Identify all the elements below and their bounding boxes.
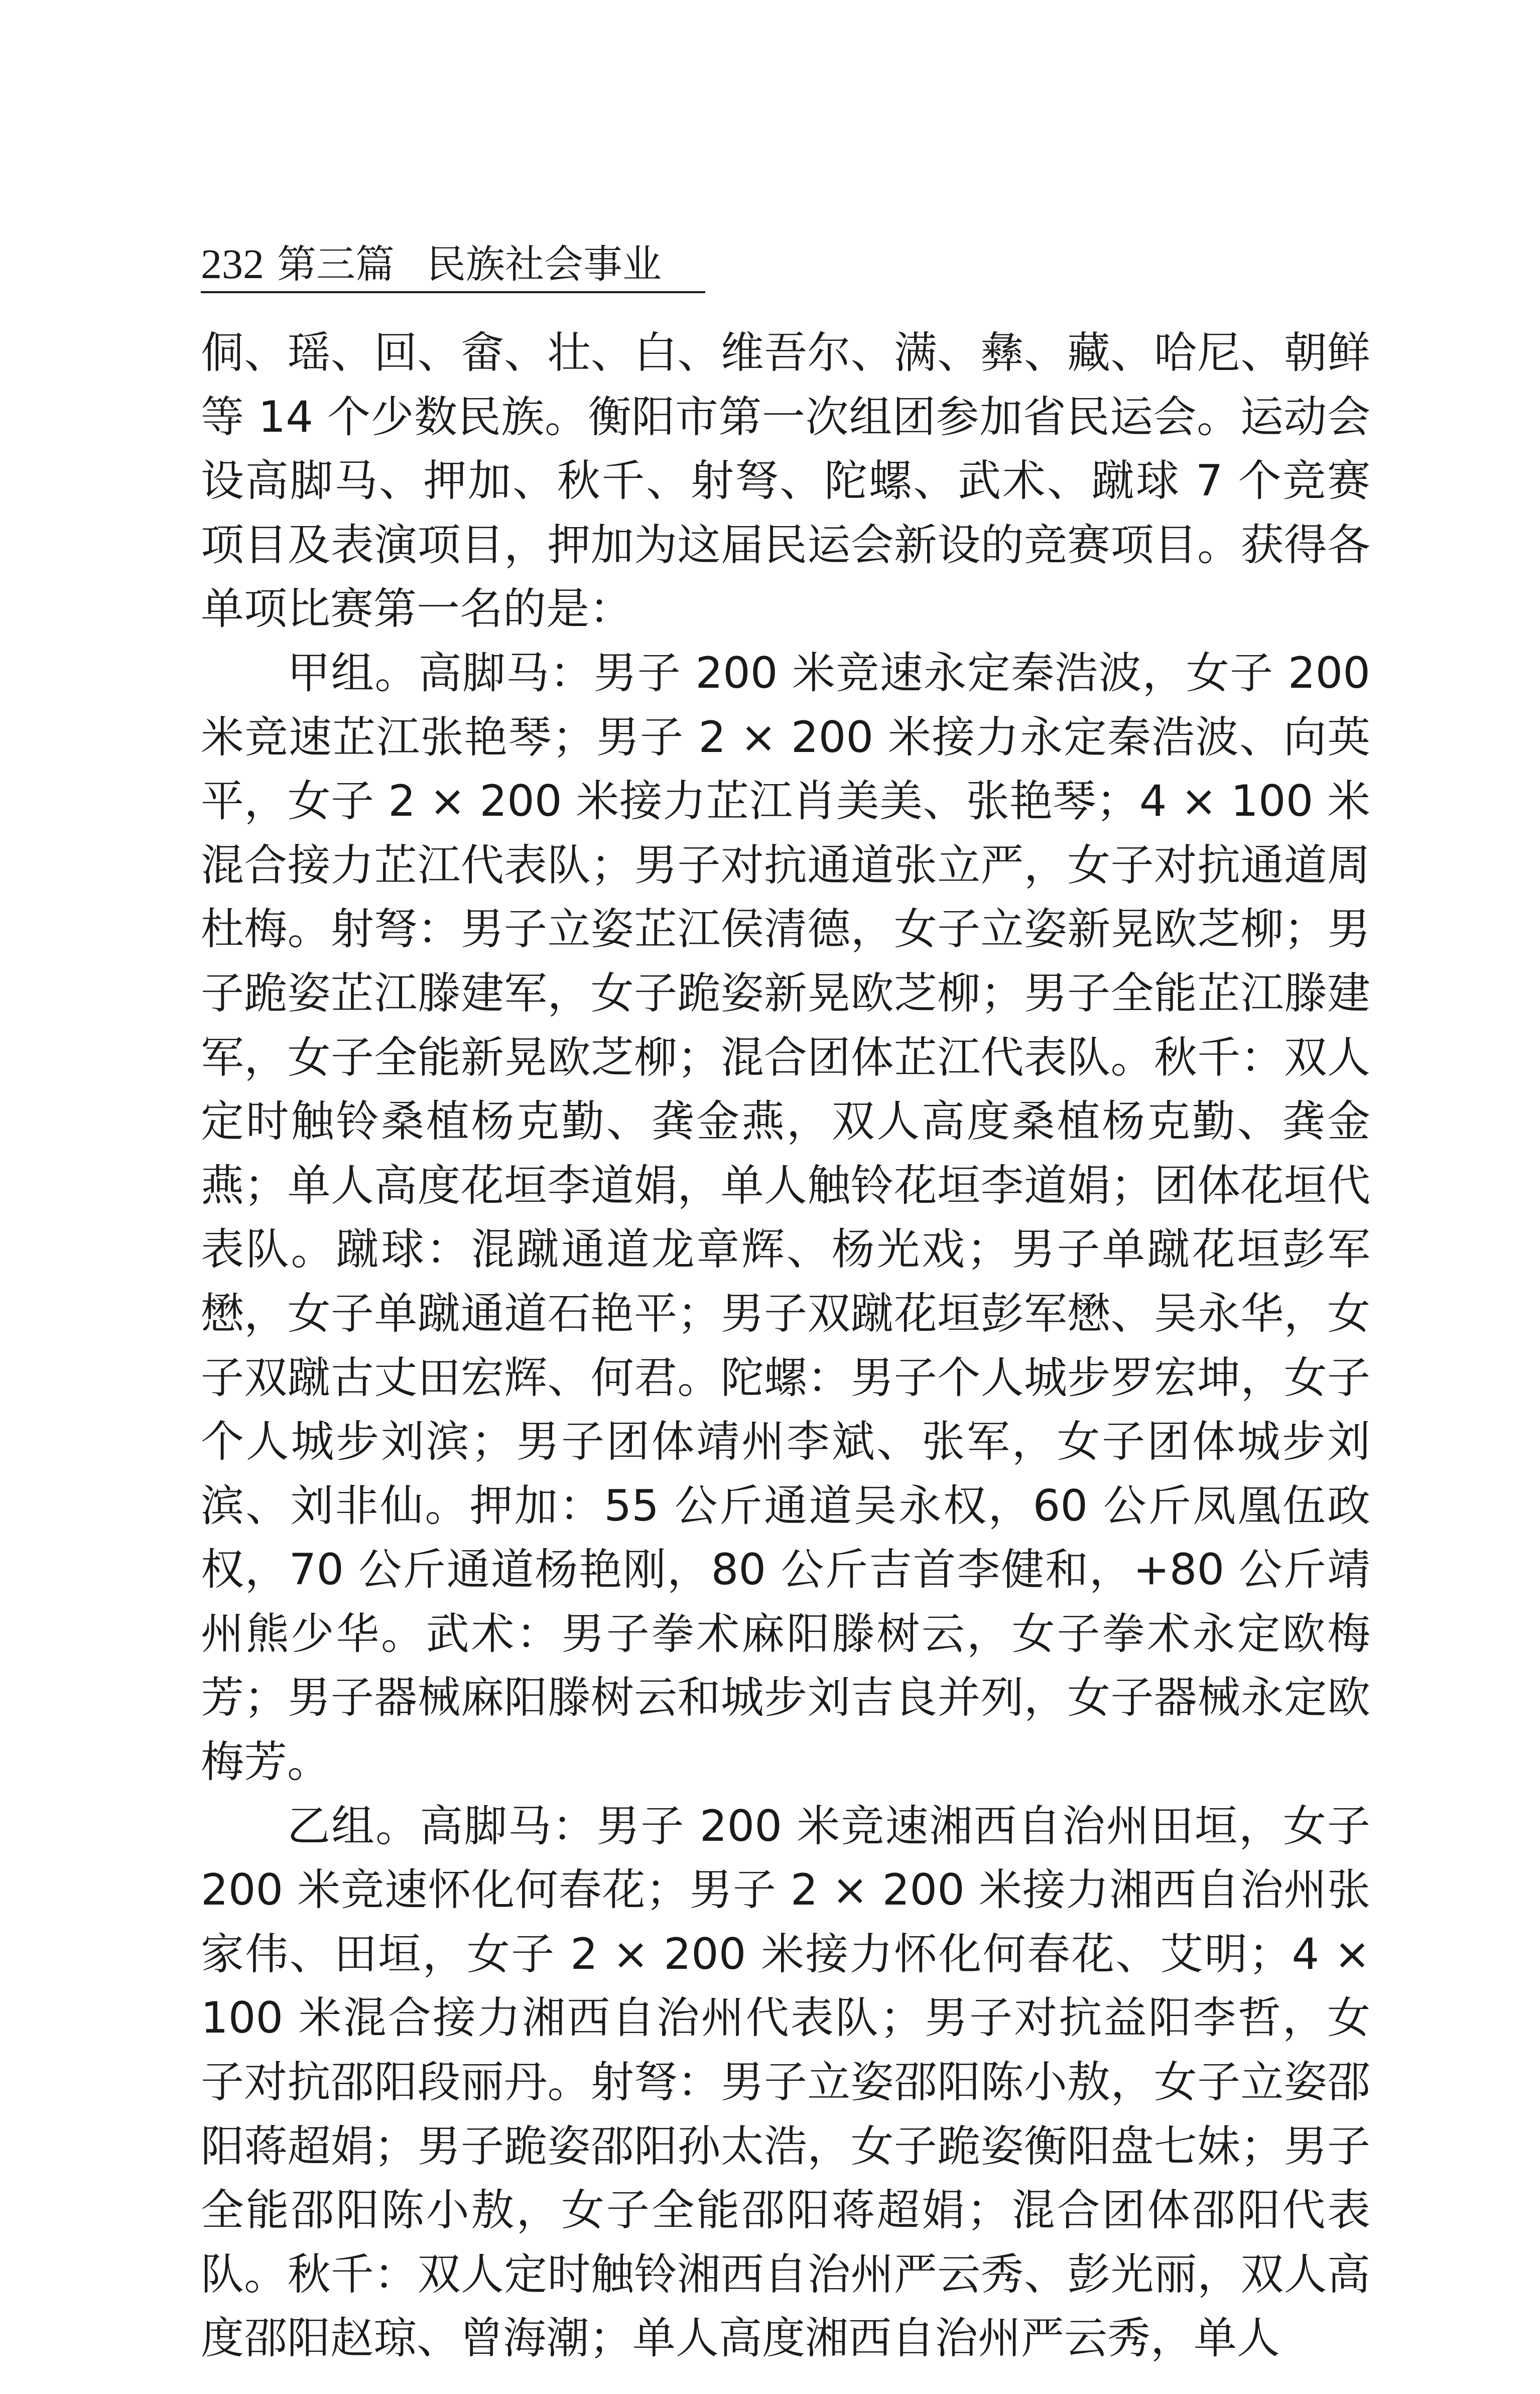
paragraph-group-b: 乙组。高脚马：男子 200 米竞速湘西自治州田垣，女子 200 米竞速怀化何春花；男子 2 × 200 米接力湘西自治州张家伟、田垣，女子 2 × 200 米接力怀化何春花、艾明；4 × 100 米混合接力湘西自治州代表队；男子对抗益阳李哲，女子对抗邵阳段丽丹。射弩：男子立姿邵阳陈小敖，女子立姿邵阳蒋超娟；男子跪姿邵阳孙太浩，女子跪姿衡阳盘七妹；男子全能邵阳陈小敖，女子全能邵阳蒋超娟；混合团体邵阳代表队。秋千：双人定时触铃湘西自治州严云秀、彭光丽，双人高度邵阳赵琼、曾海潮；单人高度湘西自治州严云秀，单人: [201, 1801, 1370, 2364]
paragraph-group-a: 甲组。高脚马：男子 200 米竞速永定秦浩波，女子 200 米竞速芷江张艳琴；男子 2 × 200 米接力永定秦浩波、向英平，女子 2 × 200 米接力芷江肖美美、张艳琴；4 × 100 米混合接力芷江代表队；男子对抗通道张立严，女子对抗通道周杜梅。射弩：男子立姿芷江侯清德，女子立姿新晃欧芝柳；男子跪姿芷江滕建军，女子跪姿新晃欧芝柳；男子全能芷江滕建军，女子全能新晃欧芝柳；混合团体芷江代表队。秋千：双人定时触铃桑植杨克勤、龚金燕，双人高度桑植杨克勤、龚金燕；单人高度花垣李道娟，单人触铃花垣李道娟；团体花垣代表队。蹴球：混蹴通道龙章辉、杨光戏；男子单蹴花垣彭军懋，女子单蹴通道石艳平；男子双蹴花垣彭军懋、吴永华，女子双蹴古丈田宏辉、何君。陀螺：男子个人城步罗宏坤，女子个人城步刘滨；男子团体靖州李斌、张军，女子团体城步刘滨、刘非仙。押加：55 公斤通道吴永权，60 公斤凤凰伍政权，70 公斤通道杨艳刚，80 公斤吉首李健和，+80 公斤靖州熊少华。武术：男子拳术麻阳滕树云，女子拳术永定欧梅芳；男子器械麻阳滕树云和城步刘吉良并列，女子器械永定欧梅芳。: [201, 648, 1370, 1788]
running-header: [201, 232, 662, 287]
page-number: 232: [201, 241, 264, 288]
header-rule: [201, 291, 705, 293]
section-title: 民族社会事业: [427, 242, 662, 287]
body-text: [201, 321, 1370, 2371]
paragraph-continued: 侗、瑶、回、畲、壮、白、维吾尔、满、彝、藏、哈尼、朝鲜等 14 个少数民族。衡阳市第一次组团参加省民运会。运动会设高脚马、押加、秋千、射弩、陀螺、武术、蹴球 7 个竞赛项目及表演项目，押加为这届民运会新设的竞赛项目。获得各单项比赛第一名的是：: [201, 328, 1370, 635]
part-label: 第三篇: [277, 242, 395, 287]
